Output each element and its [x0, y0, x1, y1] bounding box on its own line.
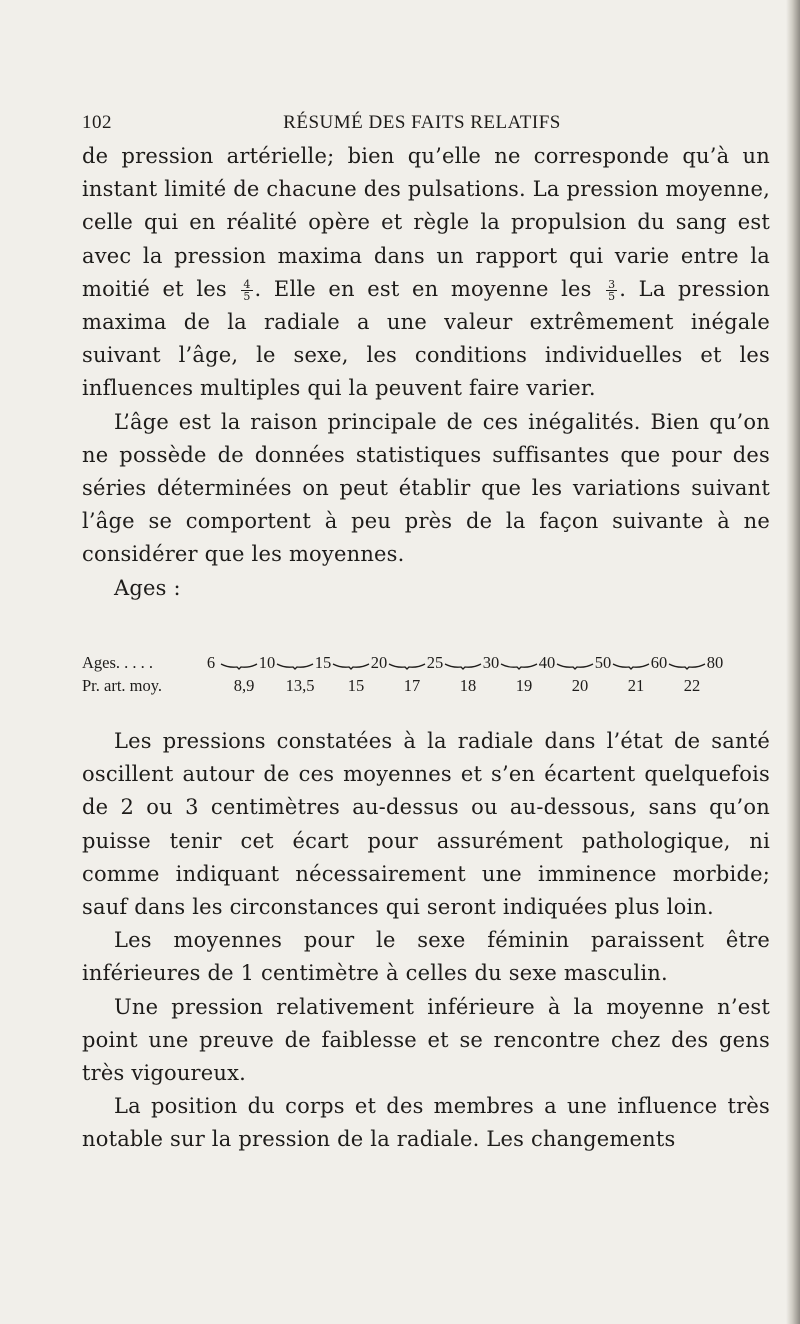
age-value: 20	[370, 653, 388, 672]
age-value: 80	[706, 653, 724, 672]
page-number: 102	[82, 112, 112, 133]
age-interval-brace	[500, 658, 538, 668]
paragraph-1-part-c: . La pression maxima de la radiale a une valeur extrêmement inégale suivant l’âge, le sexe, les conditions individuelles et les influences multiples qui la peuvent faire varier.	[82, 276, 770, 401]
ages-pressure-table	[82, 653, 772, 699]
age-value: 15	[314, 653, 332, 672]
page-edge-shadow	[786, 0, 800, 1324]
pressure-value: 18	[459, 676, 477, 695]
paragraph-1	[82, 140, 770, 406]
age-interval-brace	[444, 658, 482, 668]
age-interval-brace	[556, 658, 594, 668]
pressure-row	[82, 676, 772, 699]
age-interval-brace	[388, 658, 426, 668]
fraction-2-denominator: 5	[608, 289, 616, 303]
pressure-value: 22	[683, 676, 701, 695]
age-value: 30	[482, 653, 500, 672]
paragraph-1-part-b: . Elle en est en moyenne les	[254, 276, 605, 301]
fraction-three-fifths	[606, 279, 617, 302]
age-interval-brace	[332, 658, 370, 668]
running-header	[82, 112, 762, 138]
age-value: 6	[206, 653, 216, 672]
pressure-value: 8,9	[233, 676, 255, 695]
pressure-value: 21	[627, 676, 645, 695]
age-value: 25	[426, 653, 444, 672]
pressure-value: 19	[515, 676, 533, 695]
running-title: RÉSUMÉ DES FAITS RELATIFS	[283, 112, 561, 133]
age-value: 10	[258, 653, 276, 672]
age-value: 40	[538, 653, 556, 672]
age-interval-brace	[220, 658, 258, 668]
pressure-value: 20	[571, 676, 589, 695]
paragraph-1-part-a: de pression artérielle; bien qu’elle ne corresponde qu’à un instant limité de chacune des pulsations. La pression moyenne, celle qui en réalité opère et règle la propulsion du sang est avec la pression maxima dans un rapport qui varie entre la moitié et les	[82, 144, 770, 301]
ages-cells	[202, 653, 724, 673]
pressure-value: 17	[403, 676, 421, 695]
pressure-value: 15	[347, 676, 365, 695]
ages-row	[82, 653, 772, 676]
paragraph-2: L’âge est la raison principale de ces inégalités. Bien qu’on ne possède de données statistiques suffisantes que pour des séries déterminées on peut établir que les variations suivant l’âge se comportent à peu près de la façon suivante à ne considérer que les moyennes.	[82, 409, 770, 567]
age-value: 50	[594, 653, 612, 672]
fraction-four-fifths	[241, 279, 252, 302]
ages-intro: Ages :	[114, 575, 181, 600]
pressure-value: 13,5	[285, 676, 315, 695]
text-block-bottom	[82, 725, 770, 1157]
fraction-1-numerator: 4	[243, 277, 251, 291]
fraction-1-denominator: 5	[243, 289, 251, 303]
age-interval-brace	[612, 658, 650, 668]
paragraph-3: Les pressions constatées à la radiale dans l’état de santé oscillent autour de ces moyennes et s’en écartent quelquefois de 2 ou 3 centimètres au-dessus ou au-dessous, sans qu’on puisse tenir cet écart pour assurément pathologique, ni comme indiquant nécessairement une imminence morbide; sauf dans les circonstances qui seront indiquées plus loin.	[82, 729, 770, 920]
age-value: 60	[650, 653, 668, 672]
pressure-row-label: Pr. art. moy.	[82, 676, 163, 695]
pressure-cells	[202, 676, 720, 696]
text-block-top	[82, 140, 770, 605]
fraction-2-numerator: 3	[608, 277, 616, 291]
paragraph-5: Une pression relativement inférieure à la moyenne n’est point une preuve de faiblesse et se rencontre chez des gens très vigoureux.	[82, 994, 770, 1086]
age-interval-brace	[276, 658, 314, 668]
ages-row-label: Ages. . . . .	[82, 653, 154, 672]
age-interval-brace	[668, 658, 706, 668]
paragraph-6: La position du corps et des membres a une influence très notable sur la pression de la radiale. Les changements	[82, 1094, 770, 1152]
paragraph-4: Les moyennes pour le sexe féminin paraissent être inférieures de 1 centimètre à celles du sexe masculin.	[82, 928, 770, 986]
